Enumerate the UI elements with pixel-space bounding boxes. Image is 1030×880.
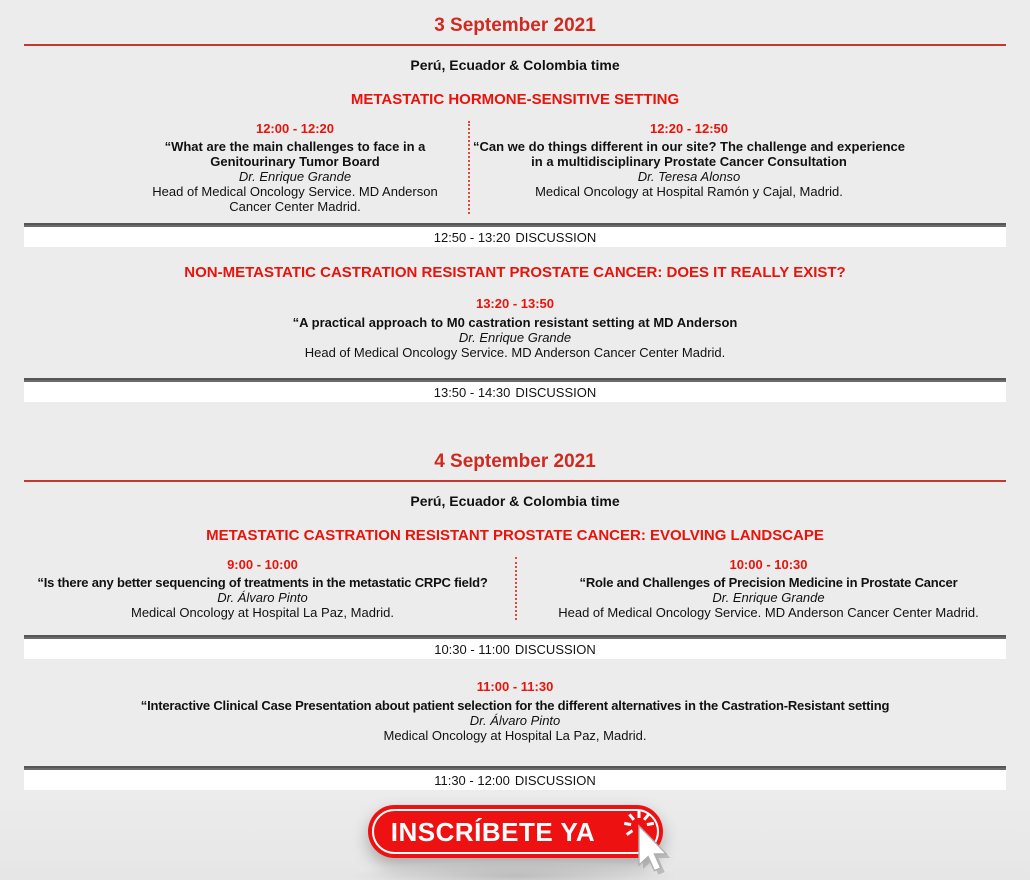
session-card [122, 121, 468, 214]
session-card [468, 121, 908, 214]
discussion-time: 10:30 - 11:00 [434, 641, 510, 657]
discussion-label: DISCUSSION [515, 229, 597, 245]
session-affiliation: Head of Medical Oncology Service. MD Anderson Cancer Center Madrid. [558, 605, 979, 620]
session-affiliation: Head of Medical Oncology Service. MD Anderson Cancer Center Madrid. [304, 345, 726, 360]
discussion-band [24, 378, 1006, 402]
discussion-time: 13:50 - 14:30 [433, 384, 511, 400]
session-speaker: Dr. Álvaro Pinto [469, 713, 561, 728]
session-time: 11:00 - 11:30 [476, 679, 554, 694]
day-1-section [0, 16, 1030, 402]
day-2-date-heading: 4 September 2021 [434, 451, 596, 472]
session-speaker: Dr. Enrique Grande [458, 330, 572, 345]
red-divider-rule [24, 44, 1006, 46]
session-affiliation: Medical Oncology at Hospital Ramón y Cajal, Madrid. [535, 184, 843, 199]
session-card [0, 297, 1030, 360]
click-cursor-icon [619, 810, 685, 880]
session-time: 9:00 - 10:00 [227, 557, 298, 572]
discussion-time: 12:50 - 13:20 [433, 229, 511, 245]
session-speaker: Dr. Álvaro Pinto [217, 590, 308, 605]
cta-area [368, 805, 663, 858]
discussion-label: DISCUSSION [514, 772, 596, 788]
session-title: “A practical approach to M0 castration resistant setting at MD Anderson [292, 315, 738, 330]
session-title: “Role and Challenges of Precision Medicine in Prostate Cancer [579, 575, 958, 590]
day-1-section-title-2: NON-METASTATIC CASTRATION RESISTANT PROSTATE CANCER: DOES IT REALLY EXIST? [184, 264, 846, 281]
session-card [10, 557, 515, 620]
session-title: “What are the main challenges to face in a Genitourinary Tumor Board [164, 139, 426, 169]
discussion-band [24, 635, 1006, 659]
day-1-session-row [0, 121, 1030, 214]
session-speaker: Dr. Enrique Grande [712, 590, 825, 605]
register-button-label: INSCRÍBETE YA [390, 816, 596, 847]
session-affiliation: Head of Medical Oncology Service. MD Anderson Cancer Center Madrid. [152, 184, 438, 214]
discussion-label: DISCUSSION [515, 384, 597, 400]
session-title: “Can we do things different in our site? The challenge and experience in a multidisciplinary Prostate Cancer Consultation [473, 139, 905, 169]
discussion-label: DISCUSSION [514, 641, 596, 657]
day-2-section-title-1: METASTATIC CASTRATION RESISTANT PROSTATE CANCER: EVOLVING LANDSCAPE [206, 527, 824, 544]
discussion-band [24, 223, 1006, 247]
day-1-timezone-label: Perú, Ecuador & Colombia time [410, 57, 620, 73]
session-speaker: Dr. Enrique Grande [238, 169, 352, 184]
red-divider-rule [24, 480, 1006, 482]
session-time: 12:00 - 12:20 [255, 121, 335, 136]
session-time: 13:20 - 13:50 [475, 296, 555, 311]
register-button[interactable] [368, 805, 663, 858]
day-2-session-row [0, 557, 1030, 620]
session-card [515, 557, 1020, 620]
session-speaker: Dr. Teresa Alonso [637, 169, 741, 184]
session-title: “Interactive Clinical Case Presentation about patient selection for the different alternatives in the Castration-Resistant setting [140, 698, 890, 713]
discussion-time: 11:30 - 12:00 [434, 772, 510, 788]
session-title: “Is there any better sequencing of treatments in the metastatic CRPC field? [37, 575, 488, 590]
discussion-band [24, 766, 1006, 790]
session-affiliation: Medical Oncology at Hospital La Paz, Madrid. [130, 605, 394, 620]
session-time: 12:20 - 12:50 [649, 121, 729, 136]
session-card [0, 680, 1030, 743]
day-2-timezone-label: Perú, Ecuador & Colombia time [410, 493, 620, 509]
day-1-date-heading: 3 September 2021 [434, 15, 596, 36]
session-time: 10:00 - 10:30 [729, 557, 808, 572]
session-affiliation: Medical Oncology at Hospital La Paz, Madrid. [383, 728, 647, 743]
day-1-section-title-1: METASTATIC HORMONE-SENSITIVE SETTING [350, 91, 680, 108]
day-2-section [0, 452, 1030, 790]
button-ground-shadow [335, 861, 695, 880]
